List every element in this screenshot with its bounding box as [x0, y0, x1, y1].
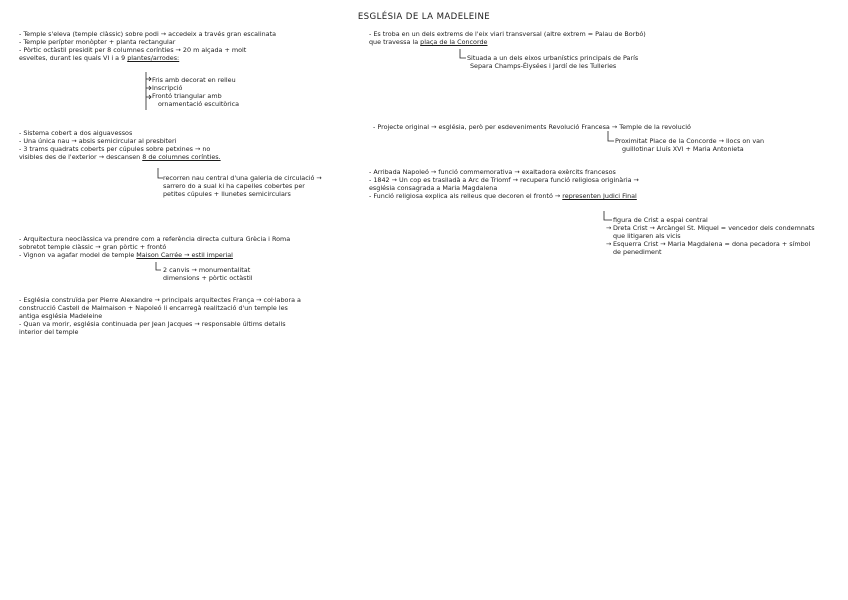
section-authors [19, 296, 301, 336]
text-line [19, 54, 276, 62]
text-line [369, 192, 639, 200]
section-roof [19, 129, 221, 161]
subsection-frieze [152, 76, 239, 108]
text-line: construcció Castell de Malmaison + Napoleó li encarregà realització d'un temple les [19, 304, 288, 312]
subsection-axes [467, 54, 638, 70]
arrow-connector [460, 49, 466, 58]
arrow-right-icon: → [606, 224, 612, 232]
arrow-connector [146, 95, 151, 99]
text-line: - Es troba en un dels extrems de l'eix viari transversal (altre extrem = Palau de Borbó) [369, 30, 646, 38]
text-line: Frontó triangular amb [152, 92, 222, 100]
underlined-term: plantes/arrodes: [127, 54, 180, 62]
text-line: 2 canvis → monumentalitat [163, 266, 251, 274]
text-line: - Pòrtic octàstil presidit per 8 columnes corínties → 20 m alçada + molt [19, 46, 247, 54]
arrow-connector [156, 262, 161, 270]
underlined-term: representen Judici Final [562, 192, 637, 200]
text-line: recorren nau central d'una galeria de circulació → [163, 174, 322, 182]
text-line: - Projecte original → església, però per esdeveniments Revolució Francesa → Temple de la revolució [373, 123, 691, 131]
text-fragment: Dreta Crist → Arcàngel St. Miquel = vencedor dels condemnats [613, 224, 815, 232]
text-line: Separa Champs-Élysées i Jardí de les Tulleries [470, 62, 617, 70]
text-line: - Temple s'eleva (temple clàssic) sobre podi → accedeix a través gran escalinata [19, 30, 276, 38]
text-line: sobretot temple clàssic → gran pòrtic + frontó [19, 243, 167, 251]
text-fragment: que travessa la [369, 38, 421, 46]
section-project [373, 123, 691, 131]
section-location [369, 30, 646, 46]
arrow-connector [146, 77, 151, 81]
text-line: - Una única nau → absis semicircular al presbiteri [19, 137, 177, 145]
subsection-concorde [615, 137, 764, 153]
text-line [369, 38, 646, 46]
text-fragment: esveltes, durant les quals VI i a 9 [19, 54, 128, 62]
text-fragment: - Vignon va agafar model de temple [19, 251, 137, 259]
text-line: de penediment [613, 248, 662, 256]
section-napoleon [369, 168, 639, 200]
text-line: - 3 trams quadrats coberts per cúpules sobre petxines → no [19, 145, 211, 153]
text-line: - Quan va morir, església continuada per Jean Jacques → responsable últims detalls [19, 320, 286, 328]
page-title: ESGLÉSIA DE LA MADELEINE [357, 12, 491, 22]
text-line [606, 240, 815, 248]
text-line [606, 224, 815, 232]
text-line: guillotinar Lluís XVI + Maria Antonieta [622, 145, 744, 153]
text-line: - Arribada Napoleó → funció commemorativa → exaltadora exèrcits francesos [369, 168, 616, 176]
subsection-changes [163, 266, 253, 282]
text-line: Proximitat Place de la Concorde → llocs on van [615, 137, 765, 145]
text-line: - Arquitectura neoclàssica va prendre com a referència directa cultura Grècia i Roma [19, 235, 291, 243]
text-line: que litigaren als vicis [613, 232, 681, 240]
text-line: interior del temple [19, 328, 79, 336]
underlined-term: plaça de la Concorde [420, 38, 488, 46]
text-line: - 1842 → Un cop es traslladà a Arc de Triomf → recupera funció religiosa originària → [369, 176, 639, 184]
text-fragment: - Funció religiosa explica als relleus que decoren el frontó → [369, 192, 563, 200]
subsection-gallery [163, 174, 322, 198]
text-line: ornamentació escultòrica [158, 100, 240, 108]
section-architecture [19, 235, 290, 259]
text-line: església consagrada a Maria Magdalena [369, 184, 498, 192]
section-structure [19, 30, 276, 62]
text-line: Fris amb decorat en relleu [152, 76, 236, 84]
text-line: - Sistema cobert a dos aiguavessos [19, 129, 133, 137]
text-line [19, 153, 221, 161]
text-line: antiga església Madeleine [19, 312, 103, 320]
underlined-term: Maison Carrée → estil imperial [136, 251, 233, 259]
text-line: Inscripció [152, 84, 183, 92]
arrow-right-icon: → [606, 240, 612, 248]
text-line: - Temple perípter monòpter + planta rectangular [19, 38, 176, 46]
arrow-connector [146, 86, 151, 90]
text-line: - Església construïda per Pierre Alexandre → principals arquitectes França → col·labora a [19, 296, 301, 304]
underlined-term: 8 de columnes corínties. [142, 153, 221, 161]
arrow-connector [608, 131, 614, 141]
text-fragment: visibles des de l'exterior → descansen [19, 153, 143, 161]
subsection-last-judgment [606, 216, 815, 256]
text-line [19, 251, 290, 259]
text-line: figura de Crist a espai central [613, 216, 708, 224]
text-line: sarrero do a sual ki ha capelles cobertes per [163, 182, 305, 190]
text-line: dimensions + pòrtic octàstil [163, 274, 253, 282]
text-line: petites cúpules + llunetes semicirculars [163, 190, 291, 198]
text-fragment: Esquerra Crist → Maria Magdalena = dona pecadora + símbol [613, 240, 811, 248]
text-line: Situada a un dels eixos urbanístics principals de París [467, 54, 639, 62]
